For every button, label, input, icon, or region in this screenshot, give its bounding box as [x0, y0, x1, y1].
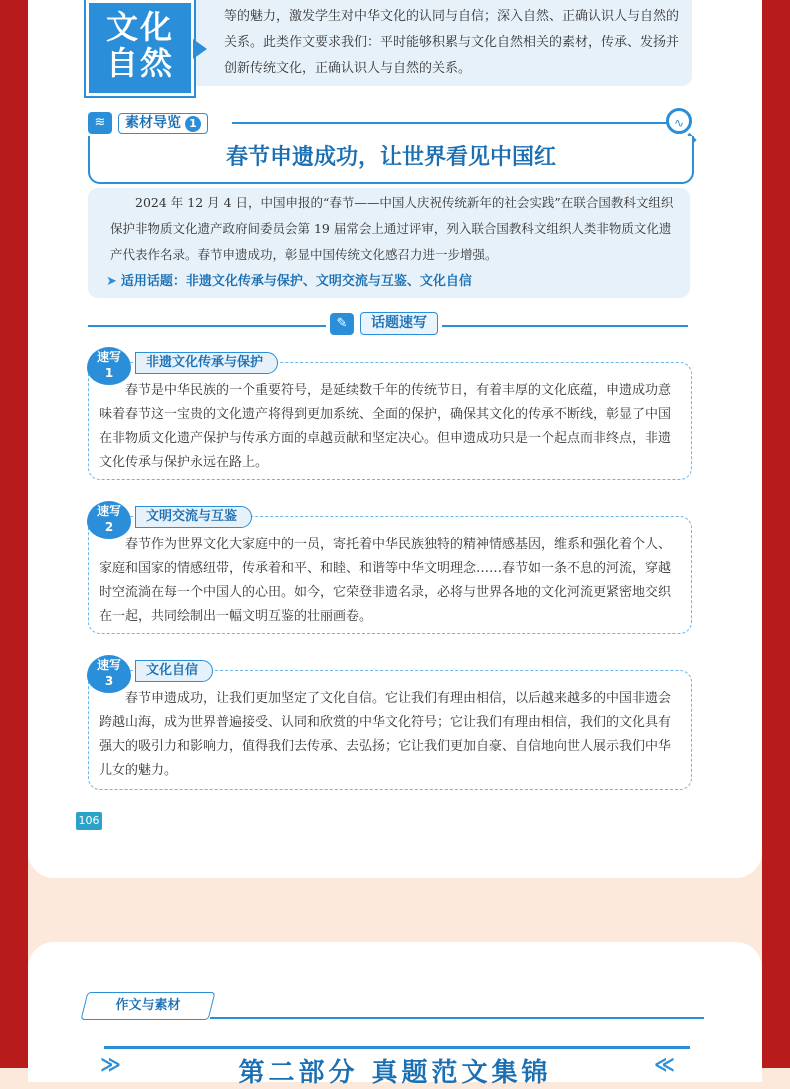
material-title-box — [88, 136, 694, 184]
material-section-header — [88, 112, 208, 134]
culture-nature-badge: 文化 自然 — [86, 0, 194, 96]
quick-write-card-3 — [88, 658, 692, 790]
layers-icon: ≋ — [88, 112, 112, 134]
card-title: 文明交流与互鉴 — [135, 506, 252, 528]
quick-write-header — [326, 312, 442, 335]
title-rule — [104, 1046, 690, 1049]
tag-rule — [210, 1017, 704, 1019]
send-arrow-icon: ➤ — [106, 274, 117, 289]
magnifier-icon: ∿ — [666, 108, 692, 134]
section-number: 1 — [185, 116, 201, 132]
card-badge: 速写 2 — [87, 501, 131, 539]
right-red-border — [762, 0, 790, 1068]
card-text: 春节申遗成功，让我们更加坚定了文化自信。它让我们有理由相信，以后越来越多的中国非遗会跨越山海，成为世界普遍接受、认同和欣赏的中华文化符号；它让我们有理由相信，我们的文化具有强大的吸引力和影响力，值得我们去传承、去弘扬；它让我们更加自豪、自信地向世人展示我们中华儿女的魅力。 — [99, 691, 672, 778]
essay-material-tag: 作文与素材 — [81, 992, 216, 1020]
material-text: 2024 年 12 月 4 日，中国申报的“春节——中国人庆祝传统新年的社会实践”在联合国教科文组织保护非物质文化遗产政府间委员会第 19 届常会上通过评审，列入联合国教科文组织人类非物质文化遗产代表作名录。春节申遗成功，彰显中国传统文化感召力进一步增强。 — [110, 195, 674, 262]
chevrons-left-icon: ≫ — [100, 1052, 121, 1076]
page-number: 106 — [76, 812, 102, 830]
card-text: 春节是中华民族的一个重要符号，是延续数千年的传统节日，有着丰厚的文化底蕴，申遗成功意味着春节这一宝贵的文化遗产将得到更加系统、全面的保护，确保其文化的传承不断线，彰显了中国在非物质文化遗产保护与传承方面的卓越贡献和坚定决心。但申遗成功只是一个起点而非终点，非遗文化传承与保护永远在路上。 — [99, 383, 672, 470]
quick-write-card-1 — [88, 350, 692, 480]
card-title: 文化自信 — [135, 660, 213, 682]
material-section-label: 素材导览 1 — [118, 113, 208, 134]
card-badge: 速写 1 — [87, 347, 131, 385]
part-two-title: 第二部分 真题范文集锦 — [238, 1058, 552, 1088]
intro-text: 等的魅力，激发学生对中华文化的认同与自信；深入自然、正确认识人与自然的关系。此类作文要求我们：平时能够积累与文化自然相关的素材，传承、发扬并创新传统文化，正确认识人与自然的关系。 — [224, 9, 680, 76]
material-body — [88, 188, 690, 298]
card-title: 非遗文化传承与保护 — [135, 352, 278, 374]
chevrons-right-icon: ≪ — [654, 1052, 675, 1076]
quick-write-label: 话题速写 — [360, 312, 438, 335]
material-title: 春节申遗成功，让世界看见中国红 — [225, 145, 556, 170]
left-red-border — [0, 0, 28, 1068]
pencil-icon: ✎ — [330, 313, 354, 335]
applicable-topics: ➤ 适用话题：非遗文化传承与保护、文明交流与互鉴、文化自信 — [106, 274, 472, 289]
quick-write-card-2 — [88, 504, 692, 634]
card-badge: 速写 3 — [87, 655, 131, 693]
header-rule — [232, 122, 672, 124]
card-text: 春节作为世界文化大家庭中的一员，寄托着中华民族独特的精神情感基因，维系和强化着个人、家庭和国家的情感纽带，传承着和平、和睦、和谐等中华文明理念……春节如一条不息的河流，穿越时空流淌在每一个中国人的心田。如今，它荣登非遗名录，必将与世界各地的文化河流更紧密地交织在一起，共同绘制出一幅文明互鉴的壮丽画卷。 — [99, 537, 672, 624]
